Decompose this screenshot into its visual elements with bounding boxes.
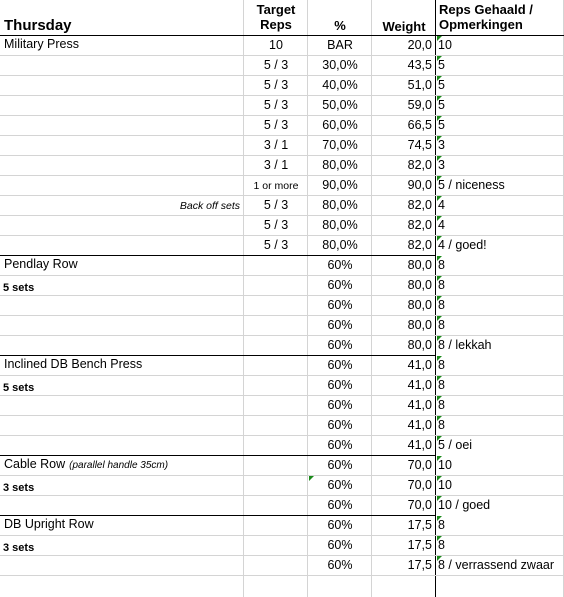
target-reps-cell[interactable]: 3 / 1 (263, 158, 289, 172)
row-divider (0, 55, 564, 56)
comment-indicator-icon[interactable] (437, 176, 442, 181)
target-reps-cell[interactable]: 5 / 3 (263, 78, 289, 92)
row-divider (0, 155, 564, 156)
weight-cell[interactable]: 43,5 (407, 58, 432, 72)
row-divider (0, 235, 564, 236)
row-divider (0, 535, 564, 536)
reps-achieved-cell[interactable]: 8 / verrassend zwaar (438, 558, 555, 572)
reps-achieved-cell[interactable]: 5 (438, 58, 445, 72)
row-divider (0, 415, 564, 416)
percent-cell[interactable]: 60% (327, 318, 353, 332)
row-divider (0, 395, 564, 396)
comment-indicator-icon[interactable] (437, 56, 442, 61)
percent-cell[interactable]: 30,0% (322, 58, 358, 72)
target-reps-cell[interactable]: 5 / 3 (263, 98, 289, 112)
weight-cell[interactable]: 41,0 (407, 438, 432, 452)
reps-achieved-cell[interactable]: 8 (438, 398, 445, 412)
reps-achieved-cell[interactable]: 8 (438, 538, 445, 552)
percent-cell[interactable]: 80,0% (322, 218, 358, 232)
comment-indicator-icon[interactable] (437, 116, 442, 121)
comment-indicator-icon[interactable] (437, 196, 442, 201)
exercise-label[interactable]: 3 sets (3, 542, 35, 554)
header-target-reps[interactable]: Target Reps (256, 2, 296, 32)
reps-achieved-cell[interactable]: 8 (438, 298, 445, 312)
column-divider (307, 0, 308, 597)
comment-indicator-icon[interactable] (437, 556, 442, 561)
comment-indicator-icon[interactable] (437, 536, 442, 541)
weight-cell[interactable]: 70,0 (407, 458, 432, 472)
percent-cell[interactable]: 50,0% (322, 98, 358, 112)
section-border (0, 515, 436, 516)
reps-achieved-cell[interactable]: 5 / niceness (438, 178, 505, 192)
comment-indicator-icon[interactable] (437, 296, 442, 301)
comment-indicator-icon[interactable] (437, 336, 442, 341)
weight-cell[interactable]: 17,5 (407, 558, 432, 572)
weight-cell[interactable]: 51,0 (407, 78, 432, 92)
comment-indicator-icon[interactable] (437, 496, 442, 501)
percent-cell[interactable]: 80,0% (322, 238, 358, 252)
reps-achieved-cell[interactable]: 10 / goed (438, 498, 491, 512)
weight-cell[interactable]: 17,5 (407, 538, 432, 552)
comment-indicator-icon[interactable] (437, 456, 442, 461)
reps-achieved-cell[interactable]: 10 (438, 458, 452, 472)
percent-cell[interactable]: 60% (327, 538, 353, 552)
percent-cell[interactable]: 60% (327, 458, 353, 472)
reps-achieved-cell[interactable]: 5 (438, 78, 445, 92)
percent-cell[interactable]: BAR (327, 38, 353, 52)
percent-cell[interactable]: 60% (327, 398, 353, 412)
weight-cell[interactable]: 82,0 (407, 218, 432, 232)
row-divider (0, 95, 564, 96)
reps-achieved-cell[interactable]: 8 (438, 358, 445, 372)
row-divider (0, 315, 564, 316)
percent-cell[interactable]: 60% (327, 298, 353, 312)
weight-cell[interactable]: 82,0 (407, 158, 432, 172)
weight-cell[interactable]: 41,0 (407, 398, 432, 412)
percent-cell[interactable]: 60% (327, 478, 353, 492)
exercise-label[interactable]: 5 sets (3, 382, 35, 394)
row-divider (0, 575, 564, 576)
percent-cell[interactable]: 60% (327, 438, 353, 452)
percent-cell[interactable]: 60% (327, 278, 353, 292)
reps-achieved-cell[interactable]: 8 (438, 258, 445, 272)
weight-cell[interactable]: 74,5 (407, 138, 432, 152)
comment-indicator-icon[interactable] (437, 36, 442, 41)
comment-indicator-icon[interactable] (437, 356, 442, 361)
percent-cell[interactable]: 80,0% (322, 198, 358, 212)
reps-achieved-cell[interactable]: 5 (438, 98, 445, 112)
reps-achieved-cell[interactable]: 10 (438, 478, 452, 492)
header-day[interactable]: Thursday (4, 17, 72, 34)
reps-achieved-cell[interactable]: 3 (438, 158, 445, 172)
reps-achieved-cell[interactable]: 8 (438, 278, 445, 292)
comment-indicator-icon[interactable] (437, 376, 442, 381)
comment-indicator-icon[interactable] (437, 276, 442, 281)
target-reps-cell[interactable]: 5 / 3 (263, 218, 289, 232)
comment-indicator-icon[interactable] (437, 476, 442, 481)
reps-achieved-cell[interactable]: 8 / lekkah (438, 338, 492, 352)
header-border (0, 35, 564, 36)
row-divider (0, 115, 564, 116)
exercise-label[interactable]: Military Press (4, 37, 80, 51)
weight-cell[interactable]: 66,5 (407, 118, 432, 132)
row-divider (0, 475, 564, 476)
row-divider (0, 275, 564, 276)
reps-achieved-cell[interactable]: 8 (438, 518, 445, 532)
comment-indicator-icon[interactable] (437, 316, 442, 321)
row-divider (0, 175, 564, 176)
exercise-label-note: (parallel handle 35cm) (69, 460, 169, 471)
target-reps-cell[interactable]: 1 or more (253, 180, 299, 192)
row-divider (0, 555, 564, 556)
weight-cell[interactable]: 80,0 (407, 258, 432, 272)
percent-cell[interactable]: 40,0% (322, 78, 358, 92)
row-divider (0, 75, 564, 76)
column-divider (371, 0, 372, 597)
target-reps-cell[interactable]: 5 / 3 (263, 198, 289, 212)
row-divider (0, 195, 564, 196)
comment-indicator-icon[interactable] (437, 256, 442, 261)
exercise-label[interactable]: Back off sets (179, 200, 240, 212)
comment-indicator-icon[interactable] (437, 136, 442, 141)
comment-indicator-icon[interactable] (437, 156, 442, 161)
comment-indicator-icon[interactable] (437, 396, 442, 401)
row-divider (0, 375, 564, 376)
header-reps-achieved[interactable]: Reps Gehaald / Opmerkingen (439, 2, 533, 32)
target-reps-cell[interactable]: 5 / 3 (263, 238, 289, 252)
reps-achieved-cell[interactable]: 5 (438, 118, 445, 132)
target-reps-cell[interactable]: 5 / 3 (263, 58, 289, 72)
exercise-label[interactable]: Pendlay Row (4, 257, 78, 271)
reps-achieved-cell[interactable]: 10 (438, 38, 452, 52)
row-divider (0, 335, 564, 336)
target-reps-cell[interactable]: 5 / 3 (263, 118, 289, 132)
exercise-label[interactable]: 3 sets (3, 482, 35, 494)
reps-achieved-cell[interactable]: 5 / oei (438, 438, 473, 452)
row-divider (0, 295, 564, 296)
row-divider (0, 215, 564, 216)
column-divider (243, 0, 244, 597)
weight-cell[interactable]: 80,0 (407, 298, 432, 312)
exercise-label[interactable]: 5 sets (3, 282, 35, 294)
comment-indicator-icon[interactable] (437, 436, 442, 441)
comment-indicator-icon[interactable] (437, 96, 442, 101)
comment-indicator-icon[interactable] (437, 76, 442, 81)
notes-column-border (435, 0, 436, 597)
row-divider (0, 135, 564, 136)
percent-cell[interactable]: 60% (327, 378, 353, 392)
weight-cell[interactable]: 59,0 (407, 98, 432, 112)
row-divider (0, 495, 564, 496)
percent-cell[interactable]: 90,0% (322, 178, 358, 192)
comment-indicator-icon[interactable] (437, 516, 442, 521)
comment-indicator-icon[interactable] (309, 476, 314, 481)
weight-cell[interactable]: 41,0 (407, 418, 432, 432)
percent-cell[interactable]: 60% (327, 418, 353, 432)
section-border (0, 255, 436, 256)
weight-cell[interactable]: 90,0 (407, 178, 432, 192)
comment-indicator-icon[interactable] (437, 236, 442, 241)
weight-cell[interactable]: 70,0 (407, 498, 432, 512)
section-border (0, 355, 436, 356)
reps-achieved-cell[interactable]: 4 (438, 218, 445, 232)
target-reps-cell[interactable]: 10 (269, 38, 283, 52)
weight-cell[interactable]: 82,0 (407, 238, 432, 252)
weight-cell[interactable]: 70,0 (407, 478, 432, 492)
target-reps-cell[interactable]: 3 / 1 (263, 138, 289, 152)
weight-cell[interactable]: 41,0 (407, 378, 432, 392)
reps-achieved-cell[interactable]: 8 (438, 378, 445, 392)
comment-indicator-icon[interactable] (437, 216, 442, 221)
exercise-label[interactable]: DB Upright Row (4, 517, 94, 531)
reps-achieved-cell[interactable]: 4 / goed! (438, 238, 487, 252)
weight-cell[interactable]: 80,0 (407, 338, 432, 352)
reps-achieved-cell[interactable]: 8 (438, 418, 445, 432)
weight-cell[interactable]: 17,5 (407, 518, 432, 532)
header-percent[interactable]: % (334, 18, 346, 33)
section-border (0, 455, 436, 456)
reps-achieved-cell[interactable]: 4 (438, 198, 445, 212)
weight-cell[interactable]: 20,0 (407, 38, 432, 52)
percent-cell[interactable]: 60% (327, 518, 353, 532)
weight-cell[interactable]: 82,0 (407, 198, 432, 212)
weight-cell[interactable]: 80,0 (407, 278, 432, 292)
comment-indicator-icon[interactable] (437, 416, 442, 421)
exercise-label[interactable]: Inclined DB Bench Press (4, 357, 143, 371)
percent-cell[interactable]: 60% (327, 338, 353, 352)
percent-cell[interactable]: 60% (327, 258, 353, 272)
reps-achieved-cell[interactable]: 8 (438, 318, 445, 332)
reps-achieved-cell[interactable]: 3 (438, 138, 445, 152)
weight-cell[interactable]: 80,0 (407, 318, 432, 332)
percent-cell[interactable]: 60% (327, 498, 353, 512)
weight-cell[interactable]: 41,0 (407, 358, 432, 372)
row-divider (0, 435, 564, 436)
percent-cell[interactable]: 60,0% (322, 118, 358, 132)
percent-cell[interactable]: 60% (327, 558, 353, 572)
header-weight[interactable]: Weight (382, 19, 426, 34)
percent-cell[interactable]: 80,0% (322, 158, 358, 172)
percent-cell[interactable]: 70,0% (322, 138, 358, 152)
exercise-label[interactable]: Cable Row (parallel handle 35cm) (4, 457, 169, 471)
percent-cell[interactable]: 60% (327, 358, 353, 372)
